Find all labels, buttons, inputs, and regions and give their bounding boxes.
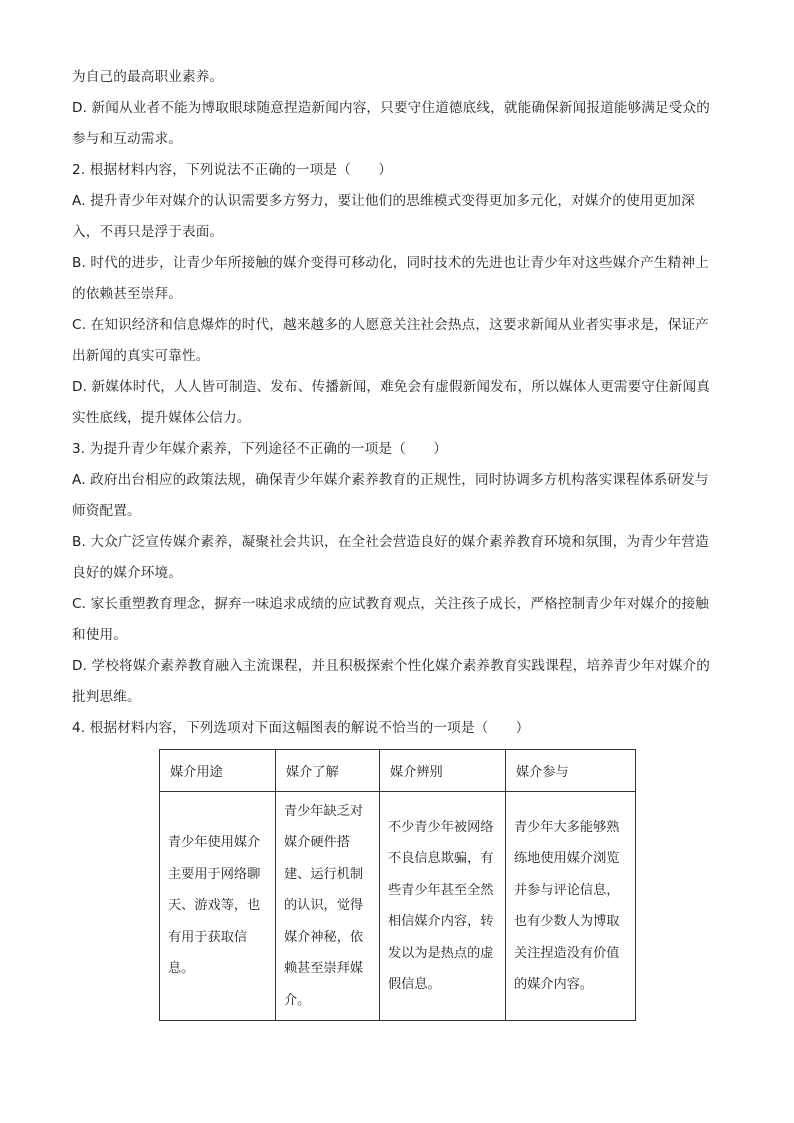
table-header-row [160,750,636,792]
media-literacy-table [159,749,636,1021]
option-3d: D. 学校将媒介素养教育融入主流课程，并且积极探索个性化媒介素养教育实践课程，培养青少年对媒介的批判思维。 [72,658,711,705]
option-2c: C. 在知识经济和信息爆炸的时代，越来越多的人愿意关注社会热点，这要求新闻从业者实事求是，保证产出新闻的真实可靠性。 [72,317,710,364]
header-media-discernment: 媒介辨别 [380,750,506,792]
header-media-understanding: 媒介了解 [276,750,380,792]
question-4: 4. 根据材料内容，下列选项对下面这幅图表的解说不恰当的一项是（ ） [72,720,530,736]
question-3: 3. 为提升青少年媒介素养，下列途径不正确的一项是（ ） [72,441,448,457]
question-2: 2. 根据材料内容，下列说法不正确的一项是（ ） [72,162,393,178]
cell-media-use: 青少年使用媒介主要用于网络聊天、游戏等，也有用于获取信息。 [160,792,276,1021]
option-3a: A. 政府出台相应的政策法规，确保青少年媒介素养教育的正规性，同时协调多方机构落实课程体系研发与师资配置。 [72,472,709,519]
header-media-use: 媒介用途 [160,750,276,792]
cell-media-participation: 青少年大多能够熟练地使用媒介浏览并参与评论信息，也有少数人为博取关注捏造没有价值的媒介内容。 [506,792,636,1021]
cell-media-discernment: 不少青少年被网络不良信息欺骗，有些青少年甚至全然相信媒介内容，转发以为是热点的虚假信息。 [380,792,506,1021]
option-2b: B. 时代的进步，让青少年所接触的媒介变得可移动化，同时技术的先进也让青少年对这些媒介产生精神上的依赖甚至崇拜。 [72,255,709,302]
option-3b: B. 大众广泛宣传媒介素养，凝聚社会共识，在全社会营造良好的媒介素养教育环境和氛围，为青少年营造良好的媒介环境。 [72,534,709,581]
header-media-participation: 媒介参与 [506,750,636,792]
option-1d: D. 新闻从业者不能为博取眼球随意捏造新闻内容，只要守住道德底线，就能确保新闻报道能够满足受众的参与和互动需求。 [72,100,711,147]
option-3c: C. 家长重塑教育理念，摒弃一味追求成绩的应试教育观点，关注孩子成长，严格控制青少年对媒介的接触和使用。 [72,596,710,643]
cell-media-understanding: 青少年缺乏对媒介硬件搭建、运行机制的认识，觉得媒介神秘，依赖甚至崇拜媒介。 [276,792,380,1021]
document-page [72,62,720,1021]
table-row [160,792,636,1021]
paragraph-d-continued: 为自己的最高职业素养。 [72,69,224,85]
option-2a: A. 提升青少年对媒介的认识需要多方努力，要让他们的思维模式变得更加多元化，对媒介的使用更加深入，不再只是浮于表面。 [72,193,695,240]
option-2d: D. 新媒体时代，人人皆可制造、发布、传播新闻，难免会有虚假新闻发布，所以媒体人更需要守住新闻真实性底线，提升媒体公信力。 [72,379,711,426]
